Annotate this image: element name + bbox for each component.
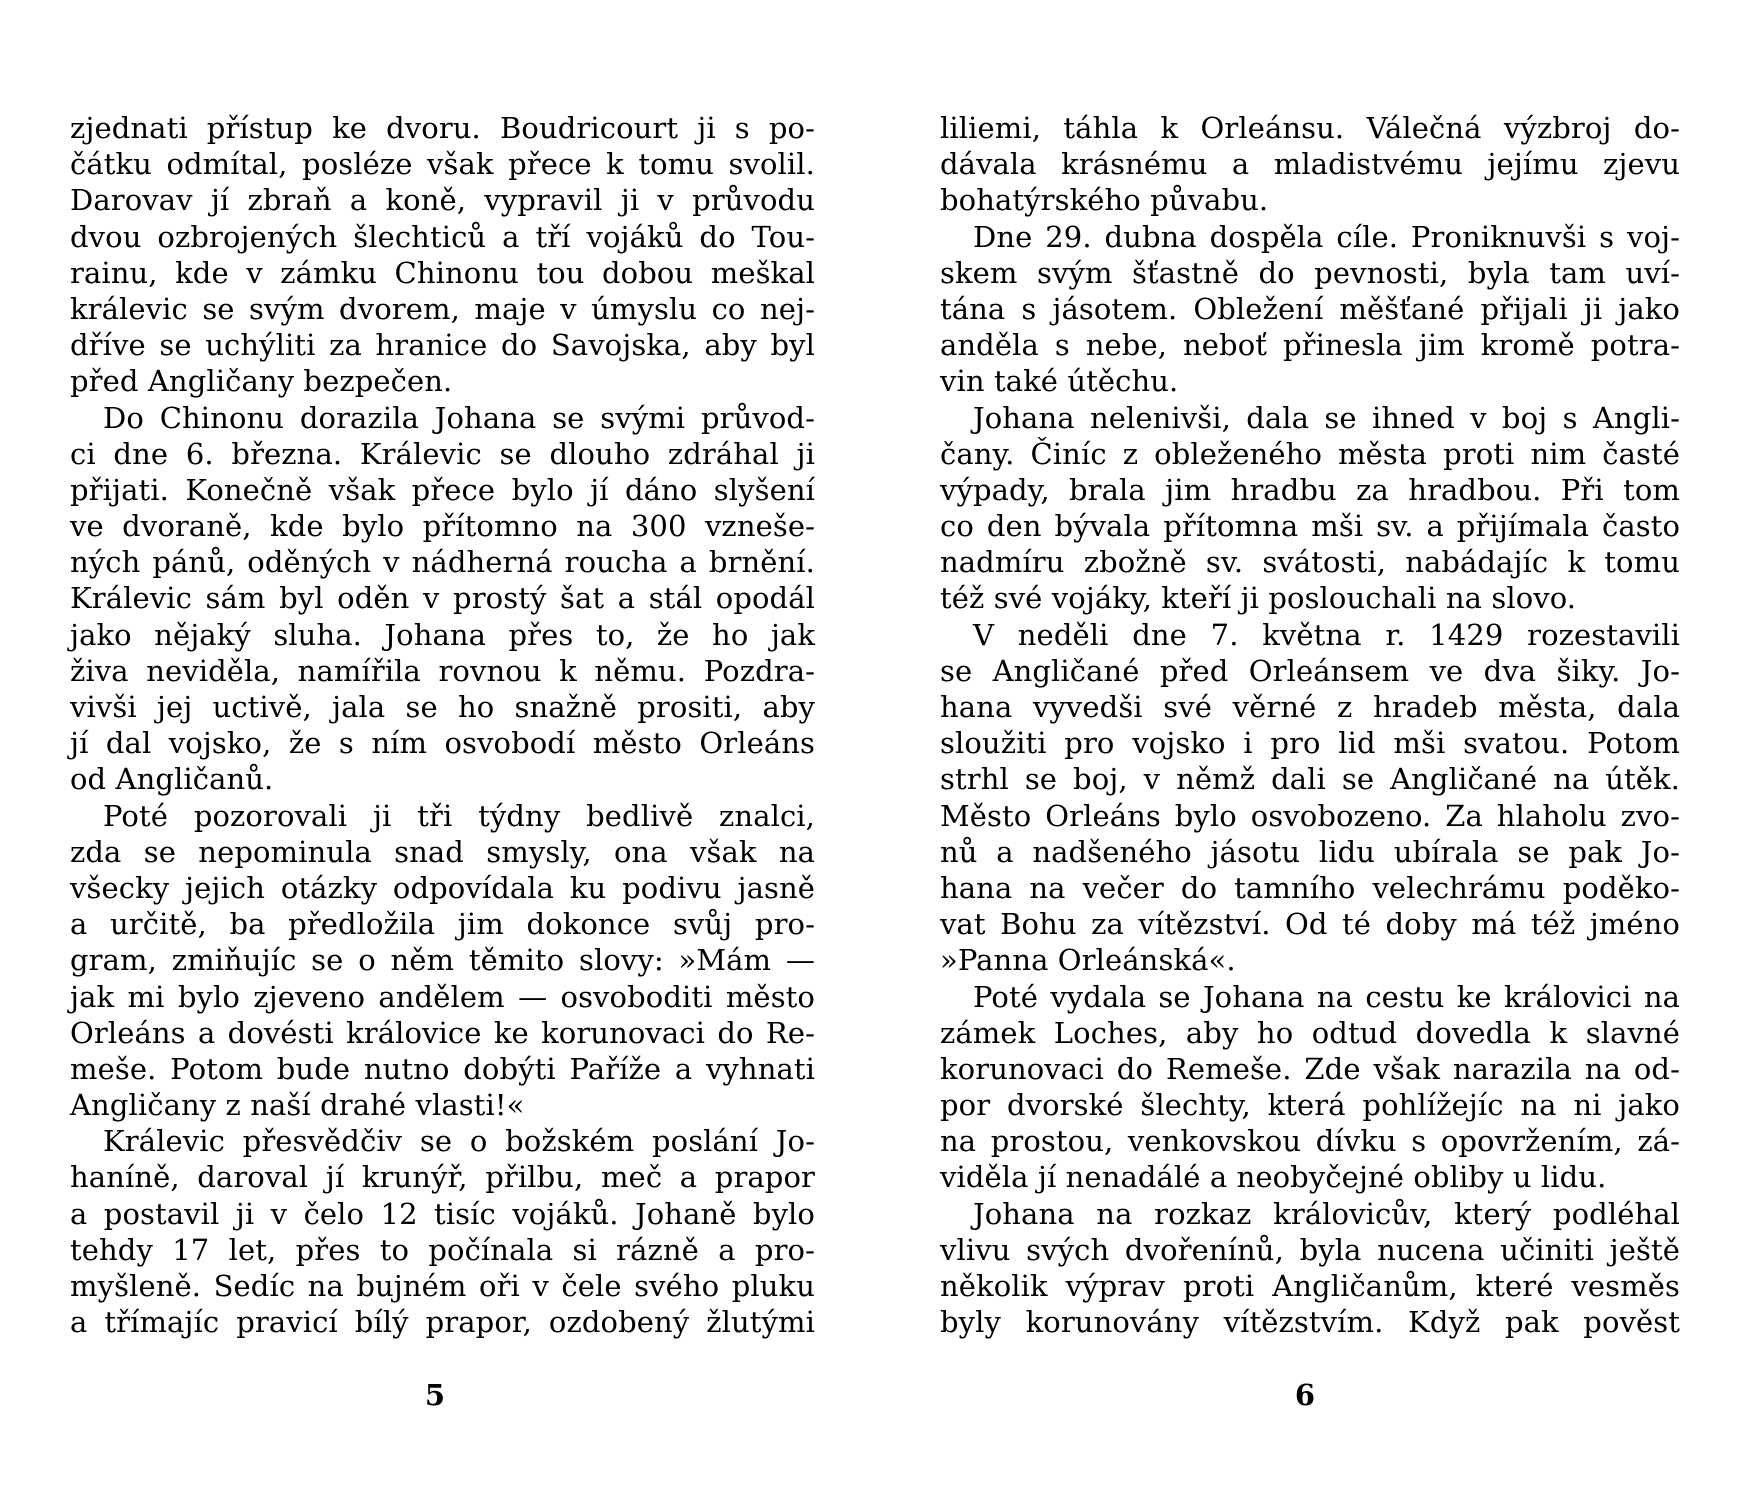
text-line: tehdy 17 let, přes to počínala si rázně a pro- — [70, 1232, 815, 1267]
text-line: zjednati přístup ke dvoru. Boudricourt ji s po- — [70, 111, 815, 145]
text-line: zda se nepominula snad smysly, ona však na — [70, 834, 815, 869]
text-line: přijati. Konečně však přece bylo jí dáno slyšení — [70, 472, 815, 507]
text-line: vlivu svých dvořenínů, byla nucena učiniti ještě — [940, 1232, 1680, 1267]
text-line: co den bývala přítomna mši sv. a přijímala často — [940, 509, 1680, 544]
right-page-text — [940, 110, 1680, 1340]
text-line: strhl se boj, v němž dali se Angličané na útěk. — [940, 762, 1680, 797]
text-line: dvou ozbrojených šlechticů a tří vojáků do Tou- — [70, 219, 815, 254]
text-line: všecky jejich otázky odpovídala ku podivu jasně — [70, 870, 815, 905]
text-line: gram, zmiňujíc se o něm těmito slovy: »Mám — — [70, 943, 815, 978]
text-line: hana na večer do tamního velechrámu poděko- — [940, 870, 1680, 905]
text-line: ve dvoraně, kde bylo přítomno na 300 vzneše- — [70, 509, 815, 544]
page-number-right: 6 — [1294, 1378, 1316, 1412]
text-line: a třímajíc pravicí bílý prapor, ozdobený žlutými — [70, 1305, 815, 1340]
text-line: a postavil ji v čelo 12 tisíc vojáků. Johaně bylo — [70, 1196, 815, 1231]
text-line: meše. Potom bude nutno dobýti Paříže a vyhnati — [70, 1051, 815, 1086]
text-line: a určitě, ba předložila jim dokonce svůj pro- — [70, 907, 815, 942]
text-line: vivši jej uctivě, jala se ho snažně prositi, aby — [70, 690, 815, 724]
text-line: čany. Činíc z obleženého města proti nim časté — [940, 436, 1680, 471]
text-line: myšleně. Sedíc na bujném oři v čele svého pluku — [70, 1269, 815, 1303]
text-line: vin také útěchu. — [940, 364, 1179, 399]
text-line: Poté pozorovali ji tři týdny bedlivě znalci, — [103, 798, 815, 833]
text-line: skem svým šťastně do pevnosti, byla tam uví- — [940, 255, 1680, 290]
text-line: Do Chinonu dorazila Johana se svými průvod- — [103, 400, 815, 435]
text-line: Darovav jí zbraň a koně, vypravil ji v průvodu — [70, 183, 815, 218]
text-line: por dvorské šlechty, která pohlížejíc na ni jako — [940, 1088, 1680, 1123]
text-line: Johana nelenivši, dala se ihned v boj s Angli- — [973, 400, 1680, 435]
text-line: několik výprav proti Angličanům, které vesměs — [940, 1269, 1680, 1303]
text-line: ci dne 6. března. Králevic se dlouho zdráhal ji — [70, 436, 815, 471]
text-line: anděla s nebe, neboť přinesla jim kromě potra- — [940, 328, 1680, 363]
text-line: na prostou, venkovskou dívku s opovržením, zá- — [940, 1124, 1680, 1159]
text-line: vat Bohu za vítězství. Od té doby má též jméno — [940, 907, 1680, 942]
text-line: se Angličané před Orleánsem ve dva šiky. Jo- — [940, 653, 1680, 688]
text-line: Město Orleáns bylo osvobozeno. Za hlaholu zvo- — [940, 798, 1680, 833]
text-line: korunovaci do Remeše. Zde však narazila na od- — [940, 1051, 1680, 1086]
text-line: Angličany z naší drahé vlasti!« — [70, 1088, 525, 1123]
text-line: Králevic sám byl oděn v prostý šat a stál opodál — [70, 581, 815, 616]
text-line: jí dal vojsko, že s ním osvobodí město Orleáns — [70, 726, 815, 761]
text-line: byly korunovány vítězstvím. Když pak pověst — [940, 1305, 1680, 1340]
text-line: »Panna Orleánská«. — [940, 943, 1236, 978]
text-line: králevic se svým dvorem, maje v úmyslu co nej- — [70, 291, 815, 326]
text-line: čátku odmítal, posléze však přece k tomu svolil. — [70, 147, 815, 182]
text-line: Orleáns a dovésti královice ke korunovaci do Re- — [70, 1015, 815, 1050]
text-line: jak mi bylo zjeveno andělem — osvoboditi město — [70, 979, 815, 1014]
text-line: též své vojáky, kteří ji poslouchali na slovo. — [940, 581, 1577, 616]
text-line: haníně, daroval jí krunýř, přilbu, meč a prapor — [70, 1160, 815, 1195]
text-line: zámek Loches, aby ho odtud dovedla k slavné — [940, 1015, 1680, 1050]
text-line: rainu, kde v zámku Chinonu tou dobou meškal — [70, 255, 815, 290]
text-line: Králevic přesvědčiv se o božském poslání Jo- — [103, 1124, 815, 1159]
text-line: živa neviděla, namířila rovnou k němu. Pozdra- — [70, 653, 815, 688]
text-line: nů a nadšeného jásotu lidu ubírala se pak Jo- — [940, 834, 1680, 869]
text-line: viděla jí nenadálé a neobyčejné obliby u lidu. — [940, 1160, 1607, 1195]
text-line: ných pánů, oděných v nádherná roucha a brnění. — [70, 545, 815, 580]
text-line: hana vyvedši své věrné z hradeb města, dala — [940, 690, 1680, 724]
text-line: Dne 29. dubna dospěla cíle. Proniknuvši s voj- — [973, 219, 1680, 254]
text-line: dříve se uchýliti za hranice do Savojska, aby byl — [70, 328, 815, 363]
text-line: Johana na rozkaz královicův, který podléhal — [973, 1196, 1680, 1231]
text-line: jako nějaký sluha. Johana přes to, že ho jak — [70, 617, 815, 652]
page-number-left: 5 — [424, 1378, 446, 1412]
text-line: Poté vydala se Johana na cestu ke královici na — [973, 979, 1680, 1014]
text-line: bohatýrského půvabu. — [940, 183, 1269, 218]
text-line: sloužiti pro vojsko i pro lid mši svatou. Potom — [940, 726, 1680, 761]
text-line: nadmíru zbožně sv. svátosti, nabádajíc k tomu — [940, 545, 1680, 580]
left-page-text — [70, 110, 815, 1340]
text-line: tána s jásotem. Obležení měšťané přijali ji jako — [940, 291, 1680, 326]
text-line: před Angličany bezpečen. — [70, 364, 453, 399]
text-line: dávala krásnému a mladistvému jejímu zjevu — [940, 147, 1680, 182]
text-line: výpady, brala jim hradbu za hradbou. Při tom — [940, 472, 1680, 507]
text-line: V neděli dne 7. května r. 1429 rozestavili — [973, 617, 1680, 652]
text-line: liliemi, táhla k Orleánsu. Válečná výzbroj do- — [940, 111, 1680, 145]
text-line: od Angličanů. — [70, 762, 274, 797]
